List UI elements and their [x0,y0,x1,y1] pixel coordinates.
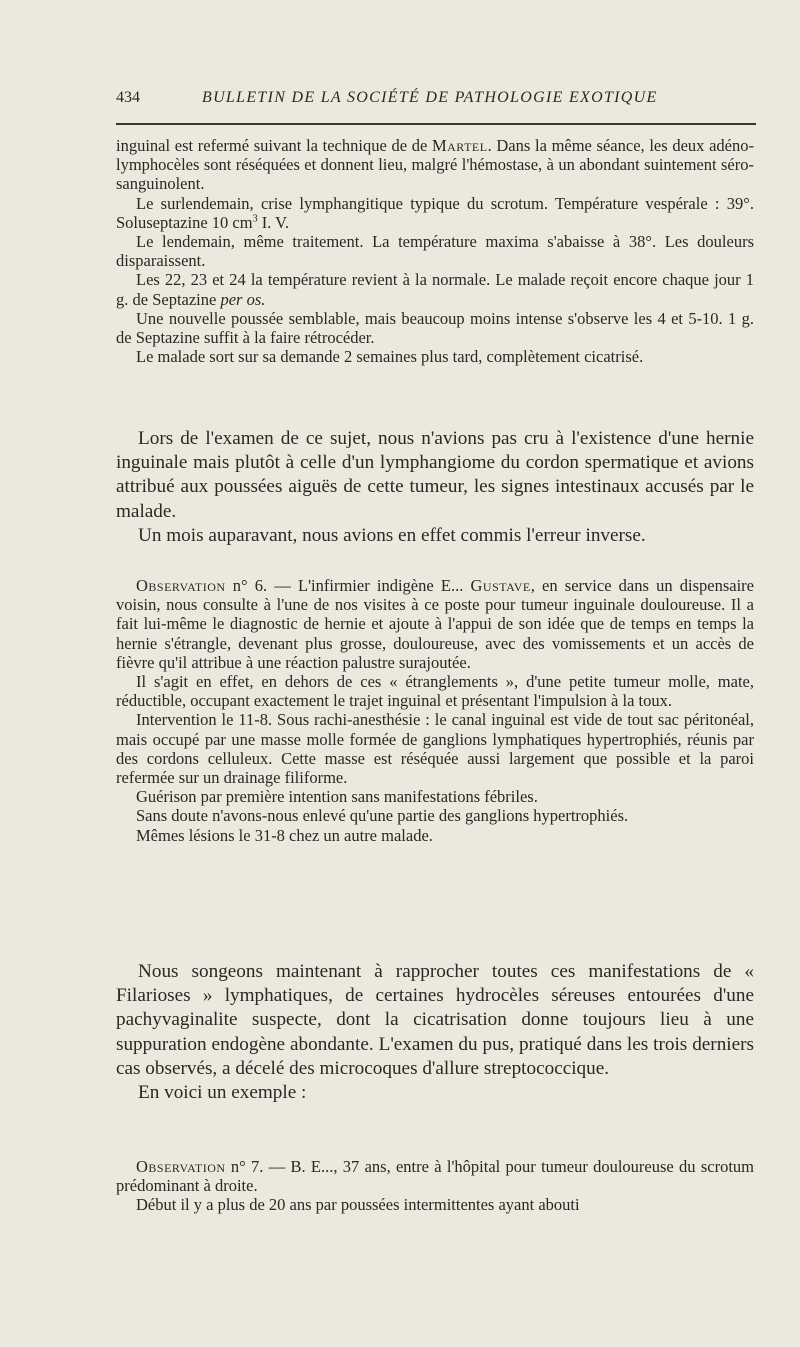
running-title: BULLETIN DE LA SOCIÉTÉ DE PATHOLOGIE EXOTIQUE [202,89,658,106]
paragraph: Guérison par première intention sans manifestations fébriles. [136,787,538,807]
paragraph: Intervention le 11-8. Sous rachi-anesthésie : le canal inguinal est vide de tout sac péritonéal, mais occupé par une masse molle formée de ganglions lymphatiques hypertrophiés, réunis par des cordons celluleux. Cette masse est réséquée aussi largement que possible et la paroi refermée sur un drainage filiforme. [116,710,754,788]
italic-text: per os. [220,289,266,309]
paragraph: Le malade sort sur sa demande 2 semaines plus tard, complètement cicatrisé. [136,347,644,367]
observation-5-continuation [116,136,754,366]
page-number: 434 [116,89,140,106]
paragraph: Lors de l'examen de ce sujet, nous n'avions pas cru à l'existence d'une hernie inguinale mais plutôt à celle d'un lymphangiome du cordon spermatique et avions attribué aux poussées aiguës de cette tumeur, les signes intestinaux accusés par le malade. [116,428,754,522]
paragraph: Sans doute n'avons-nous enlevé qu'une partie des ganglions hypertrophiés. [136,806,629,826]
author-name: Martel [431,136,488,155]
text: inguinal est refermé suivant la technique de de [116,136,432,155]
paragraph: En voici un exemple : [138,1082,307,1104]
text: I. V. [257,212,290,232]
paragraph: Nous songeons maintenant à rapprocher toutes ces manifestations de « Filarioses » lymphatiques, de certaines hydrocèles séreuses entourées d'une pachyvaginalite suspecte, dont la cicatrisation donne toujours lieu à une suppuration endogène abondante. L'examen du pus, pratiqué dans les trois derniers cas observés, a décelé des microcoques d'allure streptococcique. [116,961,754,1079]
observation-label: Observation [136,576,226,595]
observation-7 [116,1157,754,1215]
text: , en service dans un dispensaire voisin, nous consulte à l'une de nos visites à ce poste pour tumeur inguinale douloureuse. Il a fait lui-même le diagnostic de hernie et ajoute à l'appui de son idée que de temps en temps la hernie s'étrangle, devenant plus grosse, douloureuse, avec des vomissements et un accès de fièvre qu'il attribue à une réaction palustre surajoutée. [116,576,754,672]
observation-6 [116,576,754,845]
paragraph: Le lendemain, même traitement. La température maxima s'abaisse à 38°. Les douleurs disparaissent. [116,232,754,271]
text: n° 6. — L'infirmier indigène E... [225,576,471,595]
paragraph: Un mois auparavant, nous avions en effet commis l'erreur inverse. [138,524,646,546]
paragraph: Début il y a plus de 20 ans par poussées intermittentes ayant abouti [136,1195,580,1215]
patient-name: Gustave [470,576,531,595]
text: n° 7. — B. E..., 37 ans, entre à l'hôpital pour tumeur douloureuse du scrotum prédominant à droite. [116,1157,754,1196]
superscript: 3 [252,213,258,225]
text: . Dans la même séance, les deux adéno-lymphocèles sont réséquées et donnent lieu, malgré l'hémostase, à un abondant suintement séro-sanguinolent. [116,136,754,194]
paragraph [116,1157,754,1195]
paragraph [116,576,754,672]
observation-label: Observation [136,1157,226,1176]
paragraph: Il s'agit en effet, en dehors de ces « étranglements », d'une petite tumeur molle, mate, réductible, occupant exactement le trajet inguinal et présentant l'impulsion à la toux. [116,672,754,711]
paragraph [116,136,754,194]
text: Le surlendemain, crise lymphangitique typique du scrotum. Température vespérale : 39°. Soluseptazine 10 cm [116,193,754,232]
paragraph [116,194,754,232]
paragraph: Mêmes lésions le 31-8 chez un autre malade. [136,825,433,845]
commentary-2 [116,960,754,1105]
paragraph: Une nouvelle poussée semblable, mais beaucoup moins intense s'observe les 4 et 5-10. 1 g. de Septazine suffit à la faire rétrocéder. [116,308,754,348]
commentary-1 [116,427,754,548]
paragraph [116,270,754,308]
header-rule [116,123,756,125]
text: Les 22, 23 et 24 la température revient à la normale. Le malade reçoit encore chaque jour 1 g. de Septazine [116,270,754,309]
